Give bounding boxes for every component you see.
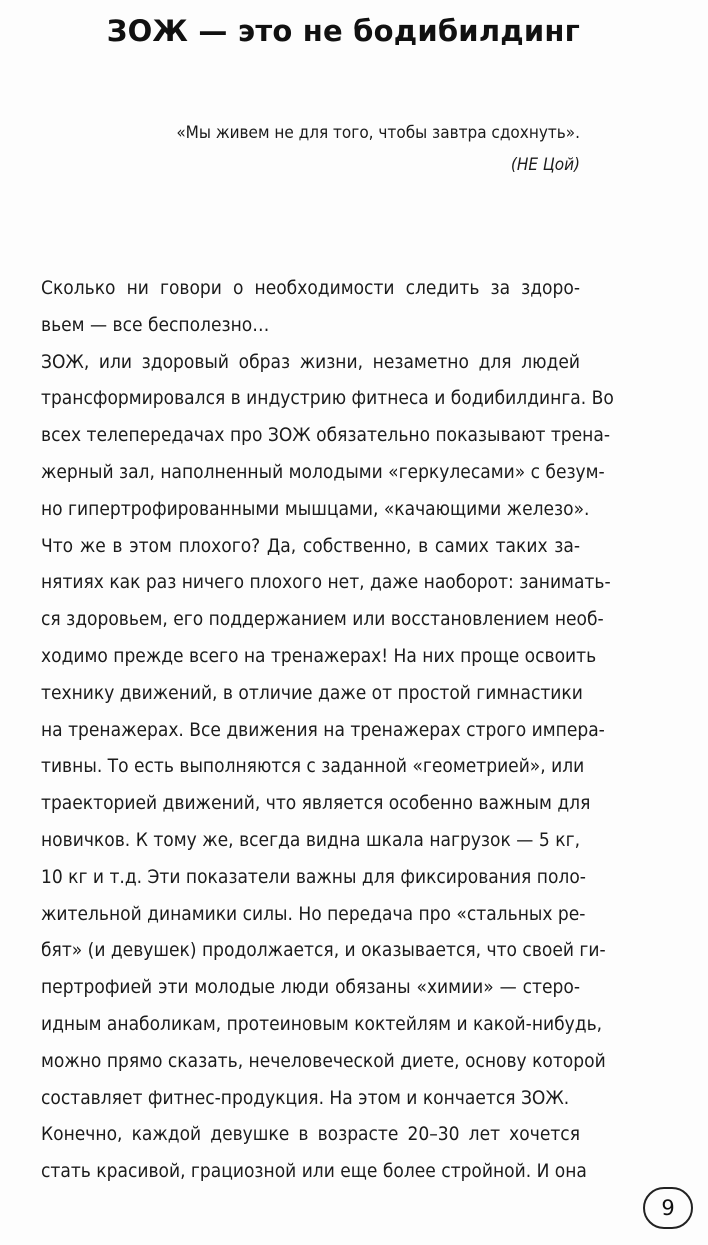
- epigraph-author: (НЕ Цой): [510, 155, 580, 175]
- text-line: пертрофией эти молодые люди обязаны «химии» — стеро-: [41, 976, 580, 999]
- text-line: трансформировался в индустрию фитнеса и бодибилдинга. Во: [41, 387, 614, 410]
- text-line: Сколько ни говори о необходимости следить за здоро-: [41, 277, 580, 299]
- epigraph: [176, 117, 580, 181]
- text-line: жерный зал, наполненный молодыми «геркулесами» с безум-: [41, 460, 605, 483]
- text-line: 10 кг и т.д. Эти показатели важны для фиксирования поло-: [41, 865, 586, 888]
- text-line: вьем — все бесполезно…: [41, 313, 270, 336]
- text-line: но гипертрофированными мышцами, «качающими железо».: [41, 497, 590, 520]
- text-line: ЗОЖ, или здоровый образ жизни, незаметно для людей: [41, 350, 580, 373]
- body-text: [41, 270, 614, 1190]
- text-line: идным анаболикам, протеиновым коктейлям и какой-нибудь,: [41, 1012, 603, 1035]
- text-line: стать красивой, грациозной или еще более стройной. И она: [41, 1160, 587, 1183]
- text-line: траекторией движений, что является особенно важным для: [41, 792, 591, 815]
- text-line: бят» (и девушек) продолжается, и оказывается, что своей ги-: [41, 939, 606, 962]
- text-line: составляет фитнес-продукция. На этом и кончается ЗОЖ.: [41, 1086, 570, 1109]
- text-line: тивны. То есть выполняются с заданной «геометрией», или: [41, 755, 585, 778]
- text-line: новичков. К тому же, всегда видна шкала нагрузок — 5 кг,: [41, 828, 580, 851]
- page-number: 9: [643, 1187, 693, 1229]
- chapter-title: ЗОЖ — это не бодибилдинг: [106, 14, 580, 48]
- text-line: ходимо прежде всего на тренажерах! На них проще освоить: [41, 644, 597, 667]
- text-line: на тренажерах. Все движения на тренажерах строго импера-: [41, 718, 605, 741]
- text-line: всех телепередачах про ЗОЖ обязательно показывают трена-: [41, 424, 610, 447]
- text-line: жительной динамики силы. Но передача про «стальных ре-: [41, 902, 586, 925]
- text-line: ся здоровьем, его поддержанием или восстановлением необ-: [41, 608, 604, 631]
- text-line: Что же в этом плохого? Да, собственно, в самих таких за-: [41, 534, 580, 557]
- text-line: Конечно, каждой девушке в возрасте 20–30 лет хочется: [41, 1123, 580, 1146]
- text-line: технику движений, в отличие даже от простой гимнастики: [41, 681, 583, 704]
- text-line: нятиях как раз ничего плохого нет, даже наоборот: занимать-: [41, 571, 611, 594]
- epigraph-quote: «Мы живем не для того, чтобы завтра сдохнуть».: [176, 123, 580, 143]
- text-line: можно прямо сказать, нечеловеческой диете, основу которой: [41, 1049, 606, 1072]
